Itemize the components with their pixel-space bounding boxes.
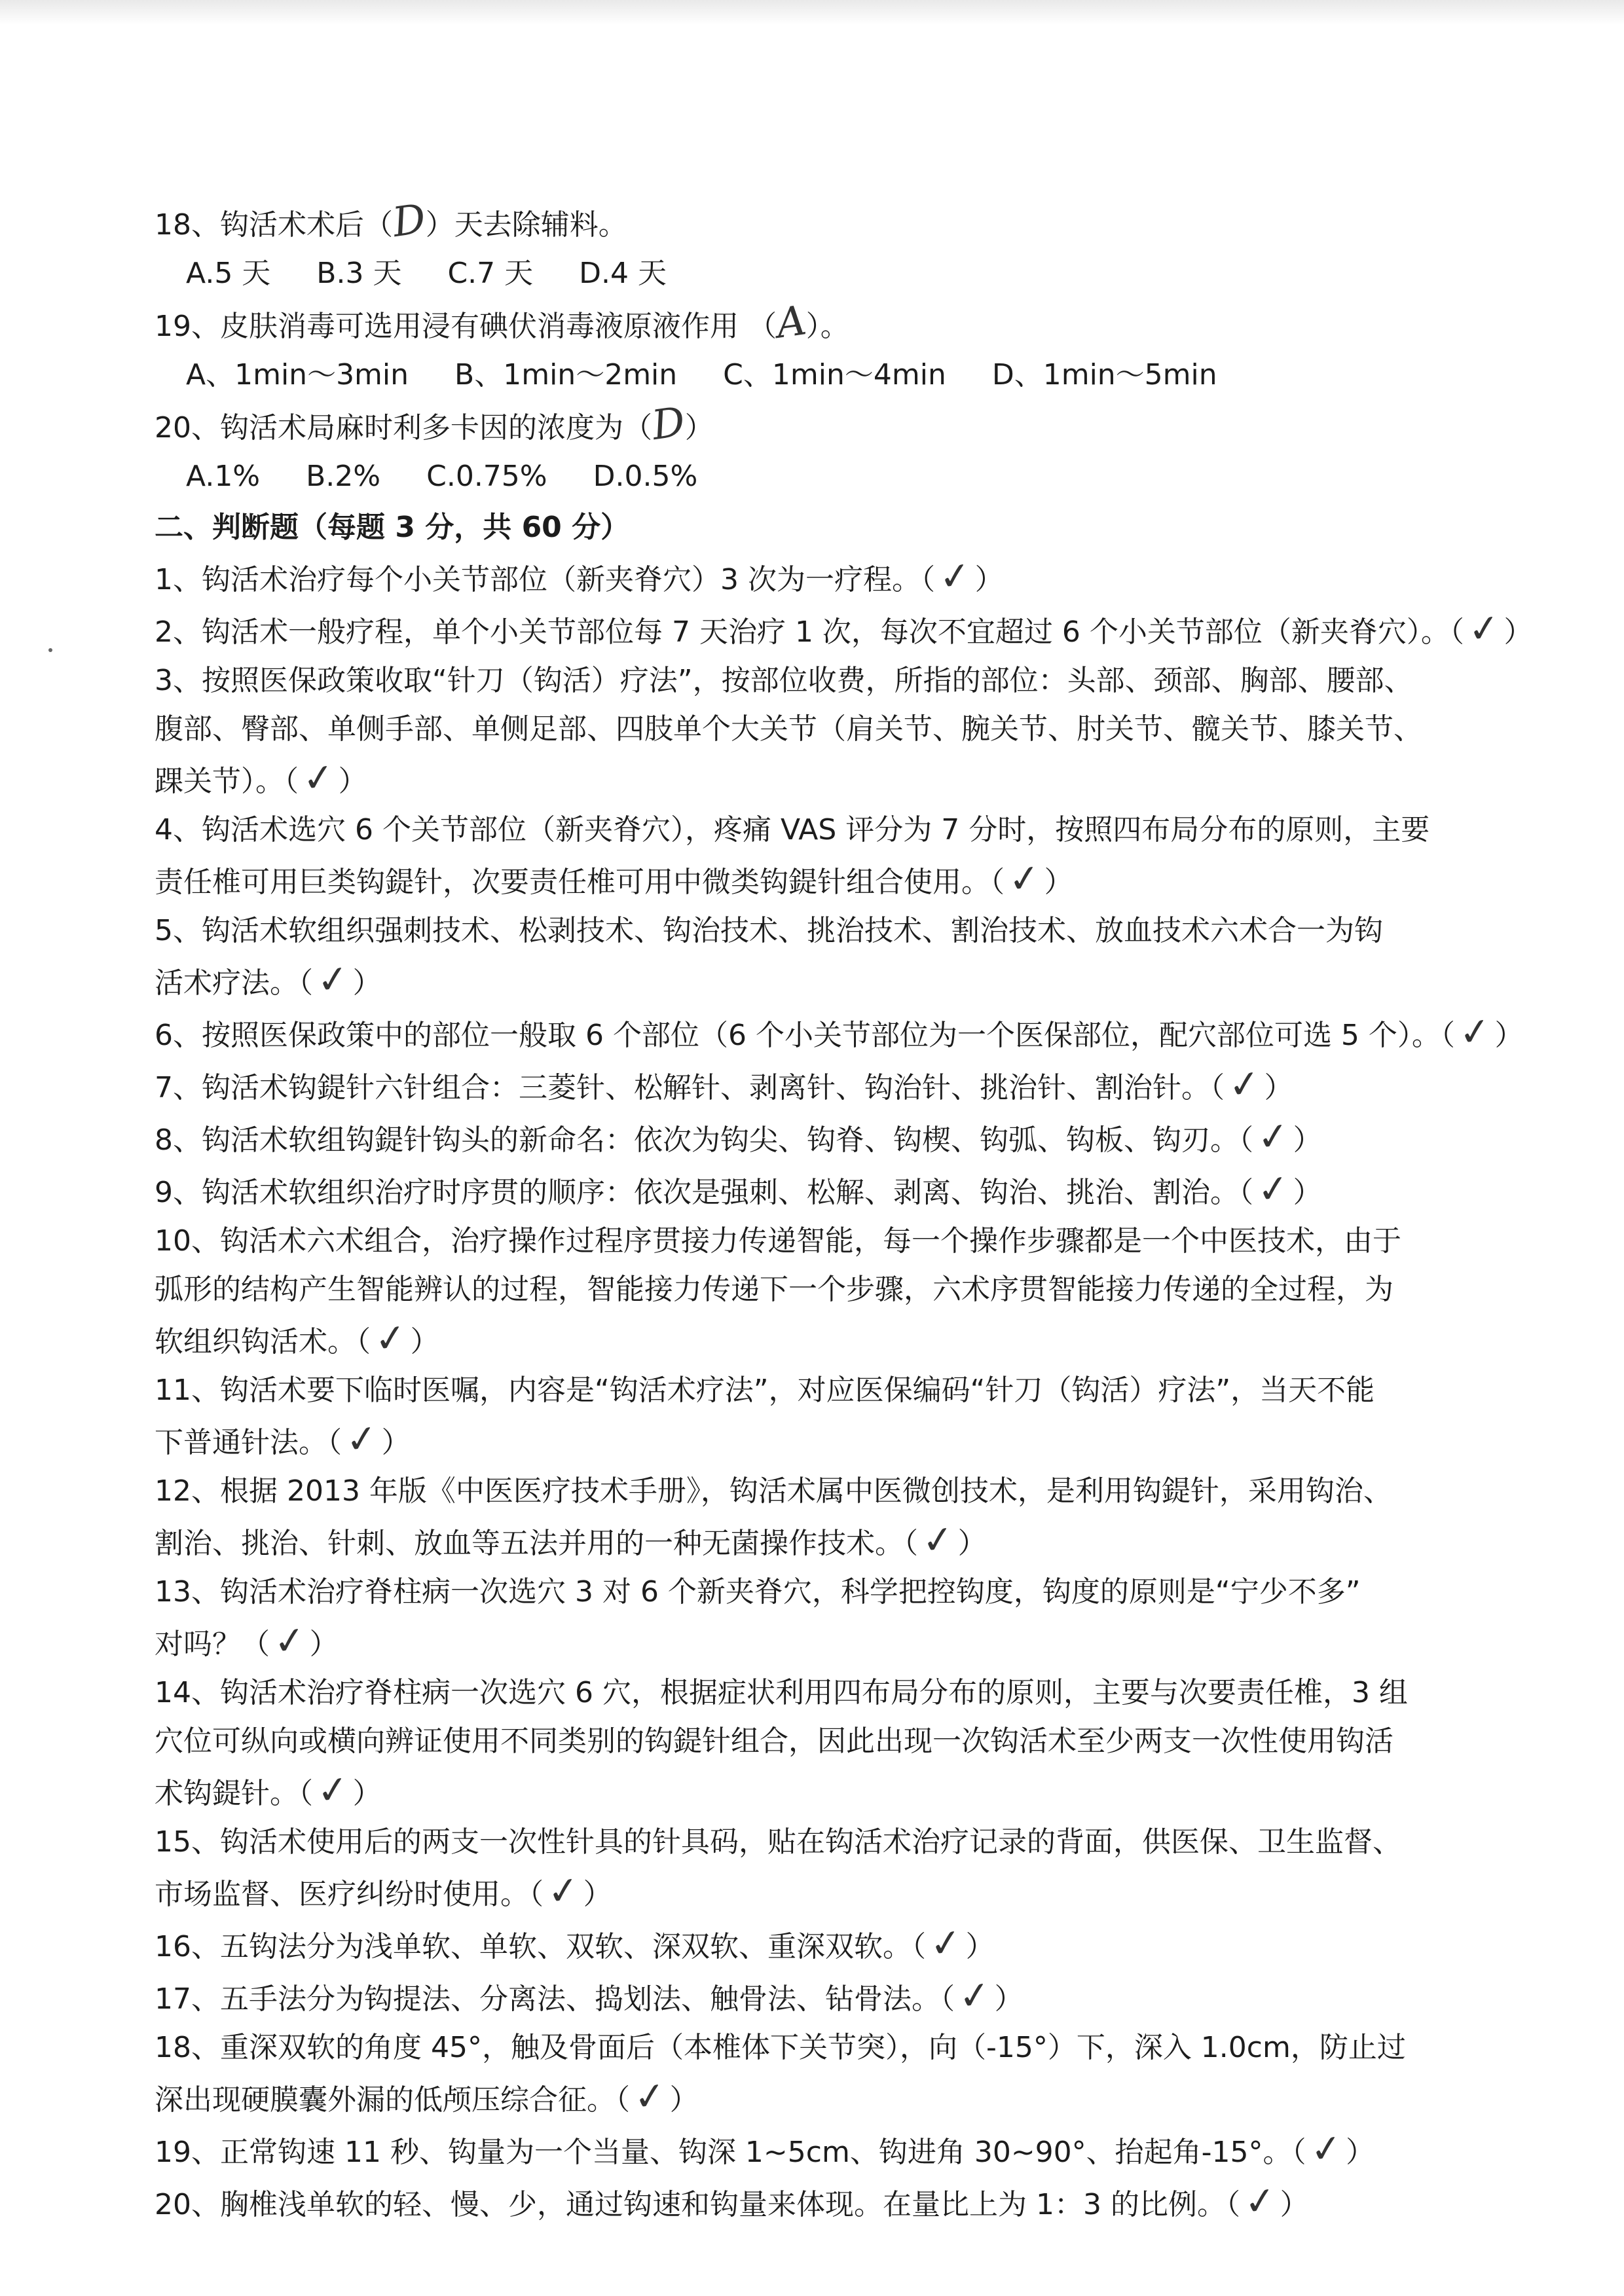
question-text: 市场监督、医疗纠纷时使用。（	[155, 1878, 544, 1911]
question-stem: 18、钩活术术后（	[155, 208, 393, 242]
option-c: C.0.75%	[426, 460, 547, 493]
question-text: 下普通针法。（	[155, 1426, 342, 1459]
option-list	[155, 351, 1490, 399]
question-text: 7、钩活术钩鍉针六针组合：三菱针、松解针、剥离针、钩治针、挑治针、割治针。（	[155, 1071, 1225, 1104]
question-text: 割治、挑治、针刺、放血等五法并用的一种无菌操作技术。（	[155, 1527, 918, 1560]
scan-edge-shadow	[0, 0, 1624, 25]
tf-question	[155, 2024, 1490, 2124]
answer-bracket-close: ）	[1044, 866, 1073, 899]
question-text: 6、按照医保政策中的部位一般取 6 个部位（6 个小关节部位为一个医保部位，配穴部位可选 5 个）。（	[155, 1019, 1455, 1052]
checkmark-icon: ✓	[1466, 604, 1502, 653]
checkmark-icon: ✓	[936, 552, 974, 600]
question-text: 15、钩活术使用后的两支一次性针具的针具码，贴在钩活术治疗记录的背面，供医保、卫生监督、	[155, 1825, 1401, 1859]
question-text: 9、钩活术软组织治疗时序贯的顺序：依次是强刺、松解、剥离、钩治、挑治、割治。（	[155, 1176, 1253, 1209]
answer-bracket-close: ）	[1264, 1071, 1293, 1104]
mc-question-19	[155, 298, 1490, 399]
mc-question-20	[155, 399, 1490, 501]
question-text: 2、钩活术一般疗程，单个小关节部位每 7 天治疗 1 次，每次不宜超过 6 个小关节部位（新夹脊穴）。（	[155, 615, 1464, 649]
checkmark-icon: ✓	[314, 955, 352, 1004]
tf-question	[155, 1919, 1490, 1971]
checkmark-icon: ✓	[956, 1971, 993, 2020]
checkmark-icon: ✓	[271, 1616, 308, 1665]
checkmark-icon: ✓	[314, 1766, 352, 1814]
handwritten-answer: D	[649, 397, 688, 450]
question-text: 弧形的结构产生智能辨认的过程，智能接力传递下一个步骤，六术序贯智能接力传递的全过程，为	[155, 1273, 1393, 1306]
answer-bracket-close: ）	[583, 1878, 612, 1911]
option-d: D.0.5%	[593, 460, 698, 493]
checkmark-icon: ✓	[927, 1919, 965, 1967]
tf-question	[155, 1217, 1490, 1366]
question-text: 活术疗法。（	[155, 966, 313, 1000]
question-stem-end: ）	[684, 411, 714, 445]
tf-question	[155, 2124, 1490, 2177]
answer-bracket-close: ）	[410, 1325, 439, 1358]
tf-question	[155, 1971, 1490, 2024]
checkmark-icon: ✓	[631, 2072, 669, 2121]
question-stem: 20、钩活术局麻时利多卡因的浓度为（	[155, 411, 652, 445]
tf-question	[155, 907, 1490, 1008]
question-text: 术钩鍉针。（	[155, 1777, 313, 1810]
tf-question	[155, 1818, 1490, 1919]
question-text: 20、胸椎浅单软的轻、慢、少，通过钩速和钩量来体现。在量比上为 1：3 的比例。（	[155, 2188, 1240, 2221]
question-text: 1、钩活术治疗每个小关节部位（新夹脊穴）3 次为一疗程。（	[155, 563, 935, 596]
option-b: B.2%	[306, 460, 381, 493]
tf-question	[155, 1467, 1490, 1568]
question-text: 深出现硬膜囊外漏的低颅压综合征。（	[155, 2083, 630, 2117]
question-text: 16、五钩法分为浅单软、单软、双软、深双软、重深双软。（	[155, 1930, 926, 1963]
option-c: C.7 天	[447, 257, 534, 290]
tf-question	[155, 1008, 1524, 1060]
mc-question-18	[155, 196, 1490, 298]
checkmark-icon: ✓	[1006, 854, 1043, 903]
option-c: C、1min～4min	[723, 358, 946, 392]
question-text: 12、根据 2013 年版《中医医疗技术手册》，钩活术属中医微创技术，是利用钩鍉针，采用钩治、	[155, 1474, 1392, 1508]
question-stem-end: ）天去除辅料。	[425, 208, 627, 242]
answer-bracket-close: ）	[1293, 1176, 1322, 1209]
question-text: 责任椎可用巨类钩鍉针，次要责任椎可用中微类钩鍉针组合使用。（	[155, 866, 1005, 899]
checkmark-icon: ✓	[1255, 1112, 1292, 1161]
question-stem: 19、皮肤消毒可选用浸有碘伏消毒液原液作用 （	[155, 310, 777, 343]
tf-question	[155, 604, 1533, 657]
answer-bracket-close: ）	[1280, 2188, 1309, 2221]
answer-bracket-close: ）	[1293, 1123, 1322, 1157]
question-stem-end: ）。	[805, 310, 849, 343]
checkmark-icon: ✓	[545, 1867, 582, 1915]
answer-bracket-close: ）	[974, 563, 1004, 596]
question-text: 17、五手法分为钩提法、分离法、捣划法、触骨法、钻骨法。（	[155, 1982, 955, 2016]
question-text: 11、钩活术要下临时医嘱，内容是“钩活术疗法”，对应医保编码“针刀（钩活）疗法”，当天不能	[155, 1374, 1375, 1407]
checkmark-icon: ✓	[1242, 2177, 1278, 2225]
section-heading: 二、判断题（每题 3 分，共 60 分）	[155, 511, 630, 544]
answer-bracket-close: ）	[309, 1628, 339, 1661]
tf-question	[155, 2177, 1490, 2229]
true-false-list	[155, 552, 1533, 2229]
answer-bracket-close: ）	[381, 1426, 411, 1459]
checkmark-icon: ✓	[300, 754, 337, 802]
answer-bracket-close: ）	[1494, 1019, 1524, 1052]
answer-bracket-close: ）	[669, 2083, 699, 2117]
question-text: 10、钩活术六术组合，治疗操作过程序贯接力传递智能，每一个操作步骤都是一个中医技术，由于	[155, 1224, 1401, 1258]
handwritten-answer: D	[390, 194, 429, 247]
question-text: 14、钩活术治疗脊柱病一次选穴 6 穴，根据症状利用四布局分布的原则，主要与次要责任椎，3 组	[155, 1676, 1408, 1709]
tf-question	[155, 1112, 1490, 1165]
option-a: A.5 天	[186, 257, 271, 290]
question-text: 3、按照医保政策收取“针刀（钩活）疗法”，按部位收费，所指的部位：头部、颈部、胸部、腰部、	[155, 664, 1413, 697]
option-a: A.1%	[186, 460, 261, 493]
tf-question	[155, 806, 1490, 907]
answer-bracket-close: ）	[965, 1930, 995, 1963]
checkmark-icon: ✓	[1226, 1060, 1263, 1108]
tf-question	[155, 657, 1490, 806]
answer-bracket-close: ）	[1346, 2136, 1375, 2169]
checkmark-icon: ✓	[1308, 2124, 1344, 2173]
option-list	[155, 249, 1490, 298]
question-text: 19、正常钩速 11 秒、钩量为一个当量、钩深 1~5cm、钩进角 30~90°、抬起角-15°。（	[155, 2136, 1306, 2169]
question-text: 踝关节）。（	[155, 765, 299, 798]
option-d: D.4 天	[579, 257, 667, 290]
checkmark-icon: ✓	[1456, 1008, 1493, 1056]
question-text: 13、钩活术治疗脊柱病一次选穴 3 对 6 个新夹脊穴，科学把控钩度，钩度的原则是“宁少不多”	[155, 1575, 1361, 1609]
tf-question	[155, 1568, 1490, 1669]
answer-bracket-close: ）	[1504, 615, 1533, 649]
option-a: A、1min～3min	[186, 358, 409, 392]
tf-question	[155, 1366, 1490, 1467]
exam-content	[155, 194, 1533, 2229]
question-text: 穴位可纵向或横向辨证使用不同类别的钩鍉针组合，因此出现一次钩活术至少两支一次性使用钩活	[155, 1724, 1393, 1758]
tf-question	[155, 1060, 1490, 1112]
checkmark-icon: ✓	[343, 1415, 380, 1463]
question-text: 对吗？（	[155, 1628, 270, 1661]
tf-question	[155, 1669, 1490, 1818]
answer-bracket-close: ）	[352, 1777, 382, 1810]
answer-bracket-close: ）	[352, 966, 382, 1000]
question-text: 4、钩活术选穴 6 个关节部位（新夹脊穴），疼痛 VAS 评分为 7 分时，按照四布局分布的原则，主要	[155, 813, 1430, 847]
checkmark-icon: ✓	[372, 1314, 409, 1362]
tf-question	[155, 1165, 1490, 1217]
scan-speck	[48, 648, 52, 652]
answer-bracket-close: ）	[338, 765, 367, 798]
answer-bracket-close: ）	[994, 1982, 1024, 2016]
option-b: B.3 天	[316, 257, 402, 290]
answer-bracket-close: ）	[957, 1527, 987, 1560]
question-text: 腹部、臀部、单侧手部、单侧足部、四肢单个大关节（肩关节、腕关节、肘关节、髋关节、膝关节、	[155, 712, 1422, 746]
option-b: B、1min～2min	[454, 358, 678, 392]
question-text: 8、钩活术软组钩鍉针钩头的新命名：依次为钩尖、钩脊、钩楔、钩弧、钩板、钩刃。（	[155, 1123, 1253, 1157]
question-text: 软组织钩活术。（	[155, 1325, 371, 1358]
question-text: 5、钩活术软组织强刺技术、松剥技术、钩治技术、挑治技术、割治技术、放血技术六术合一为钩	[155, 914, 1383, 947]
option-d: D、1min～5min	[991, 358, 1217, 392]
question-text: 18、重深双软的角度 45°，触及骨面后（本椎体下关节突），向（-15°）下，深入 1.0cm，防止过	[155, 2031, 1406, 2064]
checkmark-icon: ✓	[1255, 1165, 1292, 1213]
option-list	[155, 452, 1490, 501]
tf-question	[155, 552, 1490, 604]
checkmark-icon: ✓	[919, 1516, 957, 1564]
handwritten-answer: A	[773, 296, 809, 348]
